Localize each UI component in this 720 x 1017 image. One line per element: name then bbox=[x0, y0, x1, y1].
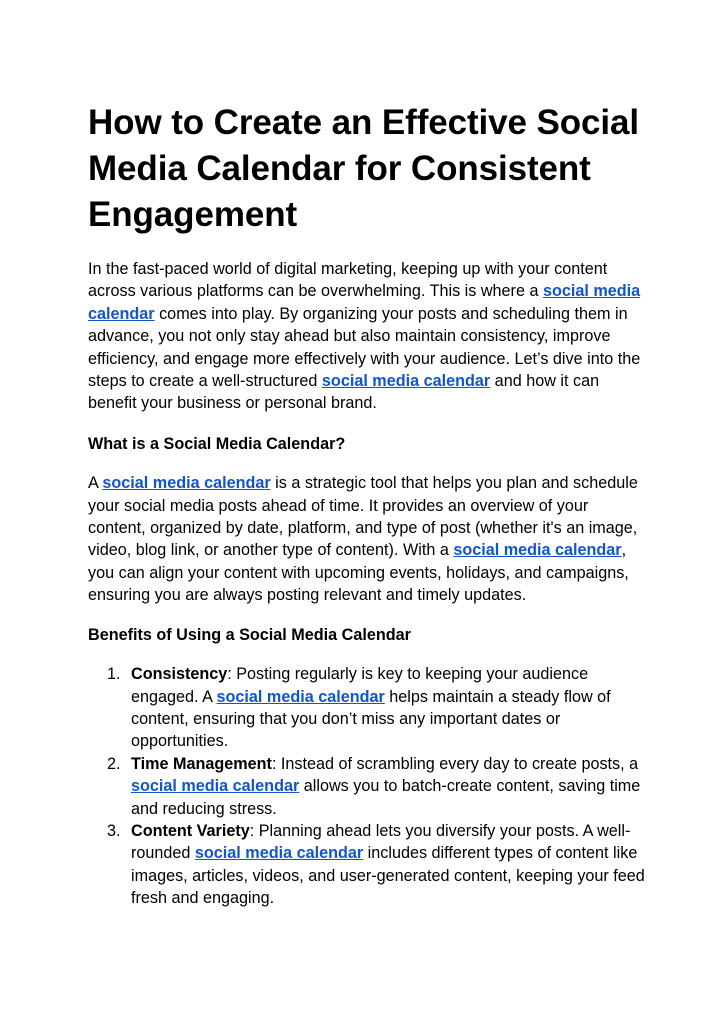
social-media-calendar-link[interactable]: social media calendar bbox=[453, 541, 622, 560]
benefit-term: Time Management bbox=[131, 754, 272, 773]
social-media-calendar-link[interactable]: social media calendar bbox=[131, 777, 300, 796]
section-heading-benefits: Benefits of Using a Social Media Calendar bbox=[88, 625, 411, 644]
list-item bbox=[88, 753, 648, 820]
benefit-text: allows you to batch-create content, saving time and reducing stress. bbox=[131, 777, 641, 818]
what-text-3: , you can align your content with upcoming events, holidays, and campaigns, ensuring you are always posting relevant and timely updates. bbox=[88, 541, 629, 605]
social-media-calendar-link[interactable]: social media calendar bbox=[88, 282, 641, 323]
what-text-2: is a strategic tool that helps you plan and schedule your social media posts ahead of time. It provides an overview of your content, organized by date, platform, and type of post (whether it's an image, video, blog link, or another type of content). With a bbox=[88, 474, 638, 560]
social-media-calendar-link[interactable]: social media calendar bbox=[102, 474, 271, 493]
section-heading-what: What is a Social Media Calendar? bbox=[88, 434, 346, 453]
list-item bbox=[88, 663, 648, 753]
social-media-calendar-link[interactable]: social media calendar bbox=[321, 372, 491, 391]
intro-text-1: In the fast-paced world of digital marketing, keeping up with your content across various platforms can be overwhelming. This is where a bbox=[88, 260, 608, 301]
what-paragraph bbox=[88, 472, 648, 606]
list-item bbox=[88, 820, 648, 910]
list-number: 3. bbox=[107, 821, 121, 840]
list-number: 2. bbox=[107, 754, 121, 773]
social-media-calendar-link[interactable]: social media calendar bbox=[194, 844, 364, 863]
intro-paragraph bbox=[88, 258, 648, 415]
intro-text-3: and how it can benefit your business or personal brand. bbox=[88, 372, 600, 413]
benefit-term: Consistency bbox=[131, 665, 228, 684]
benefits-list bbox=[88, 663, 648, 909]
benefit-text: includes different types of content like images, articles, videos, and user-generated content, keeping your feed fresh and engaging. bbox=[131, 844, 645, 908]
document-page bbox=[88, 100, 648, 910]
benefit-text: : Planning ahead lets you diversify your posts. A well-rounded bbox=[131, 821, 631, 863]
benefit-term: Content Variety bbox=[131, 821, 250, 840]
intro-text-2: comes into play. By organizing your posts and scheduling them in advance, you not only stay ahead but also maintain consistency, improve efficiency, and engage more effectively with your audience. Let’s dive into the steps to create a well-structured bbox=[88, 304, 641, 391]
list-number: 1. bbox=[107, 665, 121, 684]
benefit-text: : Instead of scrambling every day to create posts, a bbox=[271, 754, 639, 773]
benefit-text: helps maintain a steady flow of content, ensuring that you don’t miss any important dates or opportunities. bbox=[131, 687, 611, 751]
social-media-calendar-link[interactable]: social media calendar bbox=[216, 687, 385, 706]
what-text-1: A bbox=[88, 474, 103, 493]
page-title: How to Create an Effective Social Media Calendar for Consistent Engagement bbox=[88, 103, 640, 234]
benefit-text: : Posting regularly is key to keeping your audience engaged. A bbox=[131, 665, 589, 706]
